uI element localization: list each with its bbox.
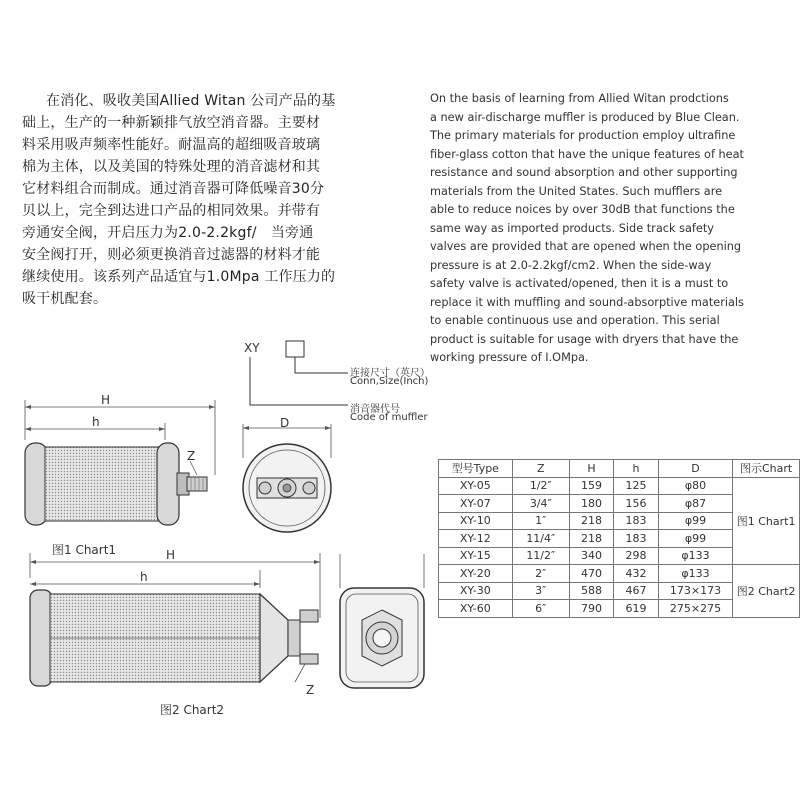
cell-H: 470 (569, 565, 613, 583)
cell-d: φ99 (658, 512, 733, 530)
chart1-side-view-drawing (15, 395, 225, 535)
header-H: H (569, 460, 613, 478)
chart1-dimension-h: h (92, 415, 100, 429)
cell-h: 298 (614, 547, 658, 565)
chart2-end-view-drawing (332, 548, 432, 698)
cell-chart-group-1: 图1 Chart1 (733, 477, 800, 565)
description-cn-line: 安全阀打开，则必须更换消音过滤器的材料才能 (22, 247, 321, 263)
cell-z: 6″ (512, 600, 569, 618)
description-cn-line: 础上，生产的一种新颖排气放空消音器。主要材 (22, 115, 321, 131)
description-en-line: working pressure of I.OMpa. (430, 351, 589, 364)
cell-h: 432 (614, 565, 658, 583)
cell-z: 2″ (512, 565, 569, 583)
description-en-line: valves are provided that are opened when the opening (430, 240, 742, 253)
table-row (439, 565, 800, 583)
description-en-line: resistance and sound absorption and other supporting (430, 166, 738, 179)
cell-H: 180 (569, 495, 613, 513)
cell-type: XY-20 (439, 565, 513, 583)
cell-type: XY-30 (439, 582, 513, 600)
description-cn-line: 继续使用。该系列产品适宜与1.0Mpa 工作压力的 (22, 269, 336, 285)
chart2-dimension-h: h (140, 570, 148, 584)
chart2-side-view-drawing (20, 548, 325, 698)
description-en-line: same way as imported products. Side track safety (430, 221, 714, 235)
cell-z: 3/4″ (512, 495, 569, 513)
description-en-line: product is suitable for usage with dryers that have the (430, 332, 739, 346)
description-cn-line: 它材料组合而制成。通过消音器可降低噪音30分 (22, 181, 325, 197)
cell-H: 218 (569, 530, 613, 548)
description-cn-line: 料采用吸声频率性能好。耐温高的超细吸音玻璃 (22, 137, 321, 153)
cell-d: φ87 (658, 495, 733, 513)
description-en-line: able to reduce noices by over 30dB that functions the (430, 203, 735, 216)
description-cn-line: 棉为主体，以及美国的特殊处理的消音滤材和其 (22, 159, 321, 175)
model-code-prefix: XY (244, 341, 260, 355)
cell-z: 3″ (512, 582, 569, 600)
muffler-code-label-cn: 消音器代号 (350, 404, 400, 415)
description-en-line: pressure is at 2.0-2.2kgf/cm2. When the side-way (430, 258, 712, 272)
cell-type: XY-12 (439, 530, 513, 548)
chart1-dimension-Z: Z (187, 449, 196, 463)
cell-z: 11/2″ (512, 547, 569, 565)
cell-H: 790 (569, 600, 613, 618)
header-type: 型号Type (439, 460, 513, 478)
description-en-line: The primary materials for production employ ultrafine (430, 129, 736, 142)
cell-type: XY-10 (439, 512, 513, 530)
cell-d: φ99 (658, 530, 733, 548)
description-cn-line: 吸干机配套。 (22, 291, 108, 307)
description-cn-line: 旁通安全阀，开启压力为2.0-2.2kgf/ 当旁通 (22, 225, 314, 241)
cell-H: 218 (569, 512, 613, 530)
header-z: Z (512, 460, 569, 478)
description-cn-line: 在消化、吸收美国Allied Witan 公司产品的基 (46, 93, 336, 109)
header-chart: 图示Chart (733, 460, 800, 478)
description-english (430, 92, 790, 372)
cell-h: 619 (614, 600, 658, 618)
description-en-line: safety valve is activated/opened, then it is a must to (430, 277, 729, 290)
description-en-line: to enable continuous use and operation. This serial (430, 314, 720, 327)
conn-size-label-en: Conn,Size(Inch) (350, 376, 429, 387)
chart1-end-view-drawing (235, 418, 340, 533)
spec-table (438, 459, 800, 618)
cell-h: 156 (614, 495, 658, 513)
description-en-line: fiber-glass cotton that have the unique features of heat (430, 147, 744, 161)
spec-table-header-row (439, 460, 800, 478)
cell-chart-group-2: 图2 Chart2 (733, 565, 800, 618)
table-row (439, 477, 800, 495)
description-en-line: replace it with muffling and sound-absorptive materials (430, 295, 744, 309)
cell-type: XY-15 (439, 547, 513, 565)
cell-type: XY-60 (439, 600, 513, 618)
chart2-dimension-Z: Z (306, 683, 315, 697)
cell-d: 173×173 (658, 582, 733, 600)
cell-d: φ80 (658, 477, 733, 495)
cell-H: 588 (569, 582, 613, 600)
chart2-dimension-H: H (166, 548, 176, 562)
header-h: h (614, 460, 658, 478)
cell-h: 183 (614, 530, 658, 548)
header-d: D (658, 460, 733, 478)
cell-d: 275×275 (658, 600, 733, 618)
conn-size-label-cn: 连接尺寸（英尺） (350, 368, 430, 379)
cell-h: 183 (614, 512, 658, 530)
muffler-code-label-en: Code of muffler (350, 412, 428, 423)
description-cn-line: 贝以上，完全到达进口产品的相同效果。并带有 (22, 203, 321, 219)
cell-d: φ133 (658, 547, 733, 565)
chart1-dimension-H: H (101, 393, 111, 407)
cell-h: 125 (614, 477, 658, 495)
description-en-line: a new air-discharge muffler is produced by Blue Clean. (430, 110, 740, 124)
description-chinese (22, 90, 352, 320)
cell-type: XY-07 (439, 495, 513, 513)
cell-z: 11/4″ (512, 530, 569, 548)
cell-z: 1/2″ (512, 477, 569, 495)
cell-h: 467 (614, 582, 658, 600)
cell-d: φ133 (658, 565, 733, 583)
cell-z: 1″ (512, 512, 569, 530)
cell-type: XY-05 (439, 477, 513, 495)
chart2-caption: 图2 Chart2 (160, 703, 225, 717)
chart1-dimension-D: D (280, 416, 290, 430)
description-en-line: materials from the United States. Such mufflers are (430, 184, 723, 198)
cell-H: 340 (569, 547, 613, 565)
description-en-line: On the basis of learning from Allied Witan prodctions (430, 92, 729, 105)
chart1-caption: 图1 Chart1 (52, 543, 117, 557)
cell-H: 159 (569, 477, 613, 495)
